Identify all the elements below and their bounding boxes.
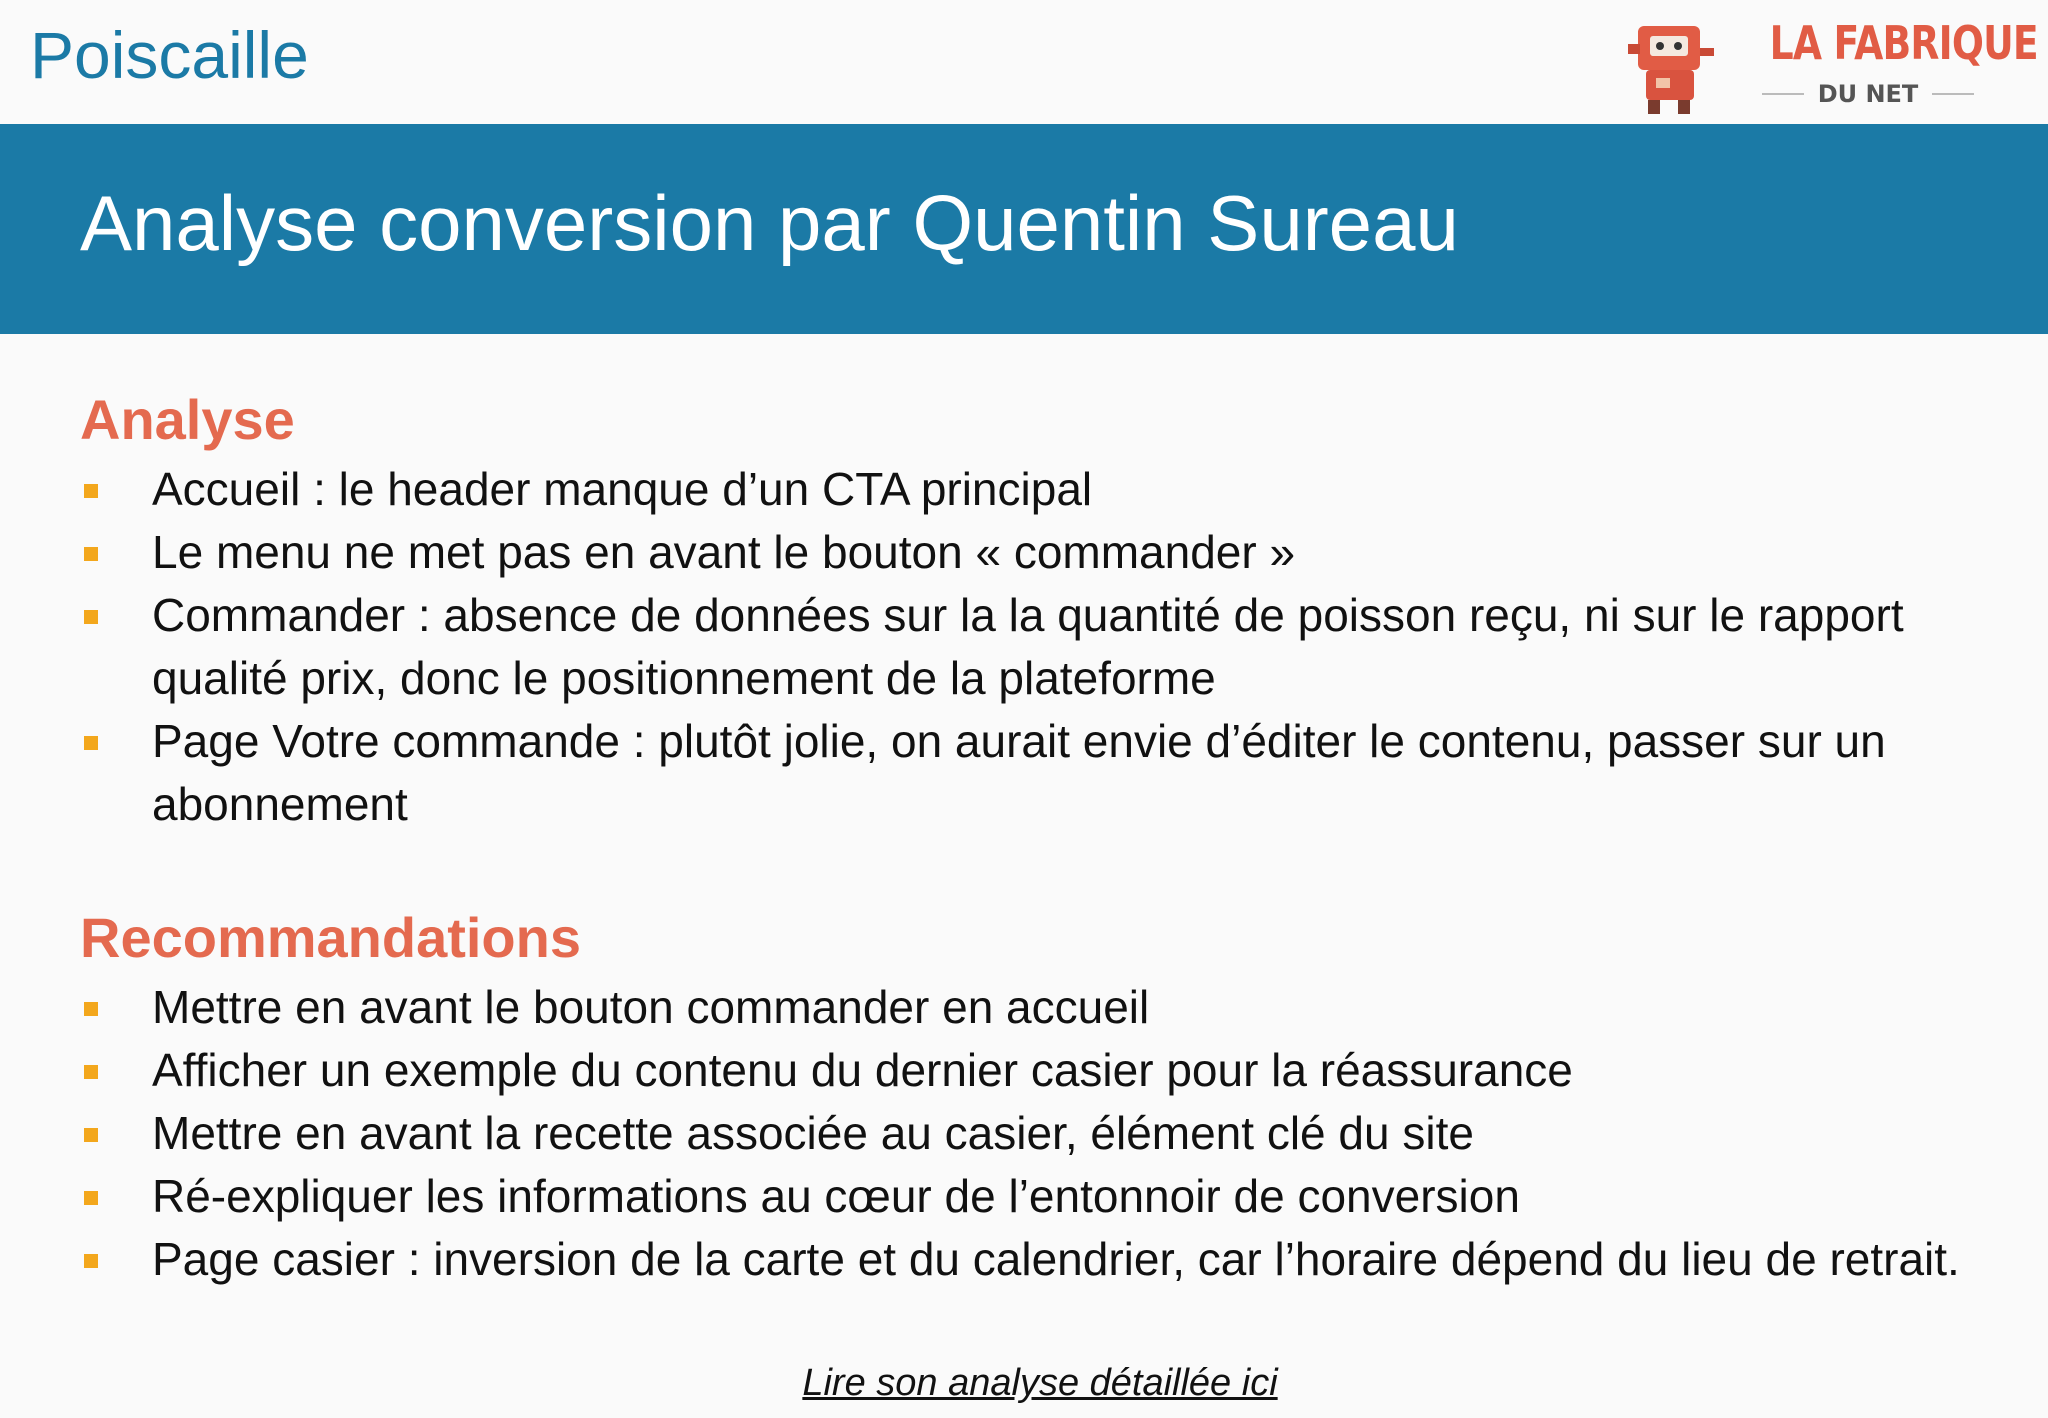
- recommandations-list: [80, 976, 2020, 1291]
- list-item: [80, 710, 2020, 836]
- slide-title: Analyse conversion par Quentin Sureau: [80, 179, 1459, 267]
- logo-line2: [1748, 80, 1988, 108]
- list-item: [80, 1102, 2020, 1165]
- list-item-text: Mettre en avant le bouton commander en accueil: [152, 981, 1150, 1033]
- bullet-square-icon: [84, 610, 98, 624]
- title-banner: [0, 124, 2048, 334]
- analyse-heading: Analyse: [80, 388, 295, 451]
- bullet-square-icon: [84, 1065, 98, 1079]
- list-item: [80, 976, 2020, 1039]
- list-item: [80, 584, 2020, 710]
- logo-divider-left: [1762, 93, 1804, 95]
- list-item-text: Page casier : inversion de la carte et du calendrier, car l’horaire dépend du lieu de retrait.: [152, 1233, 1960, 1285]
- list-item-text: Afficher un exemple du contenu du dernier casier pour la réassurance: [152, 1044, 1573, 1096]
- list-item-text: Mettre en avant la recette associée au casier, élément clé du site: [152, 1107, 1474, 1159]
- bullet-square-icon: [84, 1002, 98, 1016]
- bullet-square-icon: [84, 1191, 98, 1205]
- logo-line2-text: DU NET: [1817, 80, 1919, 108]
- logo-text: [1748, 16, 2038, 108]
- bullet-square-icon: [84, 1128, 98, 1142]
- recommandations-heading: Recommandations: [80, 906, 581, 969]
- list-item-text: Le menu ne met pas en avant le bouton « commander »: [152, 526, 1296, 578]
- logo-divider-right: [1932, 93, 1974, 95]
- list-item: [80, 1039, 2020, 1102]
- list-item: [80, 458, 2020, 521]
- list-item: [80, 1228, 2020, 1291]
- page-title: Poiscaille: [30, 18, 309, 92]
- list-item-text: Commander : absence de données sur la la quantité de poisson reçu, ni sur le rapport qualité prix, donc le positionnement de la plateforme: [152, 589, 1904, 704]
- bullet-square-icon: [84, 1254, 98, 1268]
- list-item: [80, 521, 2020, 584]
- list-item-text: Ré-expliquer les informations au cœur de l’entonnoir de conversion: [152, 1170, 1520, 1222]
- bullet-square-icon: [84, 484, 98, 498]
- list-item: [80, 1165, 2020, 1228]
- logo-line1: LA FABRIQUE: [1769, 16, 2038, 70]
- bullet-square-icon: [84, 547, 98, 561]
- list-item-text: Accueil : le header manque d’un CTA principal: [152, 463, 1093, 515]
- robot-icon: [1628, 20, 1718, 116]
- list-item-text: Page Votre commande : plutôt jolie, on aurait envie d’éditer le contenu, passer sur un abonnement: [152, 715, 1886, 830]
- bullet-square-icon: [84, 736, 98, 750]
- la-fabrique-logo: [1628, 14, 2038, 114]
- analyse-list: [80, 458, 2020, 836]
- detailed-analysis-link[interactable]: Lire son analyse détaillée ici: [802, 1362, 1278, 1404]
